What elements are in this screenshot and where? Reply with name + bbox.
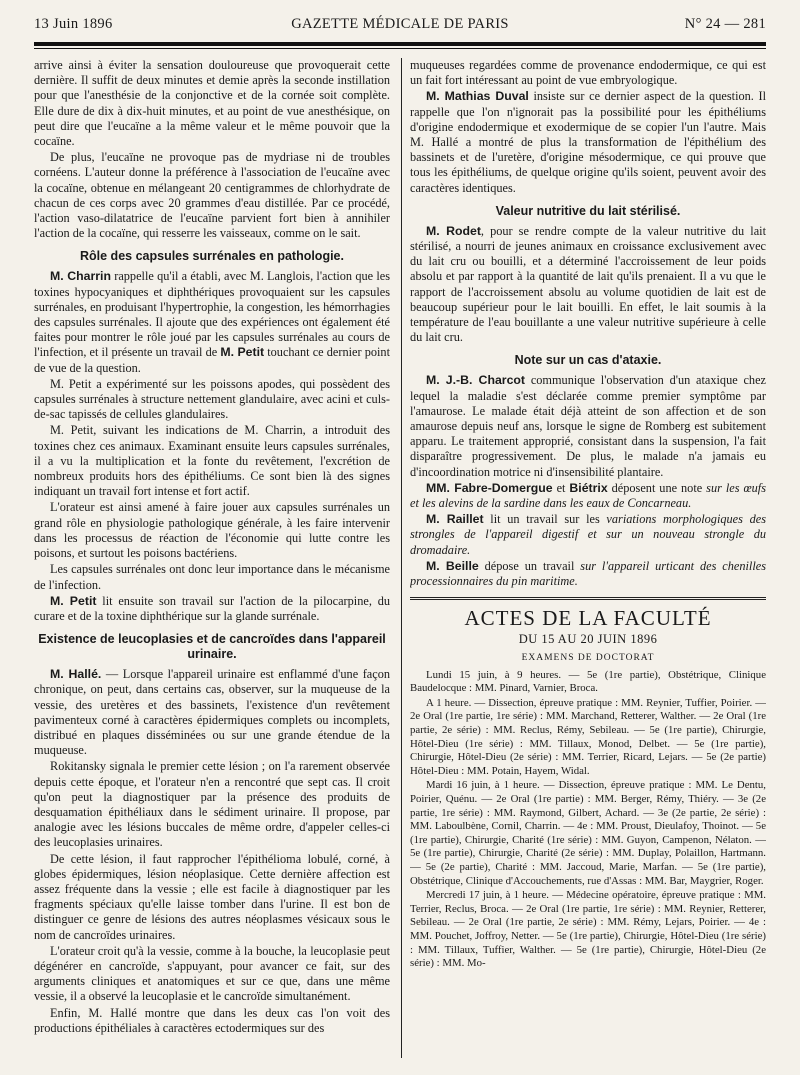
- section-divider: [410, 597, 766, 600]
- paragraph: [410, 89, 766, 195]
- speaker-name: M. Mathias Duval: [426, 89, 529, 104]
- paragraph: [34, 269, 390, 375]
- paragraph: De plus, l'eucaïne ne provoque pas de mydriase ni de troubles cornéens. L'auteur donne la préférence à l'association de l'eucaïne avec la cocaïne, obtenue en mélangeant 20 centigrammes de chlorhydrate de chacun de ces corps avec 20 grammes d'eau distillée. Par ce procédé, l'action vaso-dilatatrice de l'eucaïne parvient fort bien à annihiler l'action de la cocaïne, qui resserre les vaisseaux, comme on le sait.: [34, 150, 390, 241]
- paragraph: [34, 594, 390, 624]
- paragraph: Les capsules surrénales ont donc leur importance dans le mécanisme de l'infection.: [34, 562, 390, 592]
- exam-entry: A 1 heure. — Dissection, épreuve pratique : MM. Reynier, Tuffier, Poirier. — 2e Oral (1re partie, 1re série) : MM. Marchand, Retterer, Walther. — 2e Oral (1re partie, 2e série) : MM. Reclus, Rémy, Sebileau. — 5e (1re partie), Chirurgie, Hôtel-Dieu (1re série) : MM. Tillaux, Monod, Delbet. — 5e (1re partie), Chirurgie, Hôtel-Dieu (2e série) : MM. Terrier, Ricard, Lejars. — 5e (2e partie) Hôtel-Dieu : MM. Potain, Hayem, Widal.: [410, 696, 766, 777]
- paragraph-text: déposent une note: [607, 480, 707, 495]
- paragraph-text: touchant ce dernier point de vue de la question.: [34, 345, 390, 375]
- section-title: Note sur un cas d'ataxie.: [514, 353, 662, 368]
- speaker-name: MM. Fabre-Domergue: [426, 480, 553, 495]
- speaker-name: Biétrix: [569, 480, 608, 495]
- paragraph: De cette lésion, il faut rapprocher l'épithélioma lobulé, corné, à globes épidermiques, lésion néoplasique. Cette dernière affection est assez fréquente dans la vessie ; elle est facile à diagnostiquer par les fragments spéciaux qu'elle laisse tomber dans l'urine. Il est bon de distinguer ce genre de lésions des autres néoplasmes vésicaux sous le nom de cancroïdes urinaires.: [34, 851, 390, 942]
- paragraph: L'orateur croit qu'à la vessie, comme à la bouche, la leucoplasie peut dégénérer en cancroïde, s'appuyant, pour avancer ce fait, sur des arguments cliniques et anatomiques et sur ce que, dans une même vessie, il a observé la leucoplasie et le cancroïde simultanément.: [34, 943, 390, 1004]
- paragraph: [34, 667, 390, 758]
- left-column: [34, 58, 390, 1058]
- speaker-name: M. Rodet: [426, 223, 481, 238]
- paper-title: variations morphologiques des strongles de l'appareil digestif et sur un nouveau strongle du dromadaire.: [410, 512, 766, 557]
- header-rule-thin: [34, 48, 766, 49]
- speaker-name: M. Petit: [50, 593, 97, 608]
- paragraph: muqueuses regardées comme de provenance endodermique, ce qui est un fait fort intéressant au point de vue embryologique.: [410, 58, 766, 88]
- speaker-name: M. J.-B. Charcot: [426, 373, 526, 388]
- section-title: Valeur nutritive du lait stérilisé.: [495, 203, 681, 218]
- header-title: GAZETTE MÉDICALE DE PARIS: [291, 16, 509, 32]
- paragraph: [410, 512, 766, 558]
- speaker-name: M. Charrin: [50, 269, 111, 284]
- speaker-name: M. Beille: [426, 558, 479, 573]
- speaker-name: M. Raillet: [426, 512, 484, 527]
- exam-entry: Mercredi 17 juin, à 1 heure. — Médecine opératoire, épreuve pratique : MM. Terrier, Reclus, Broca. — 2e Oral (1re partie, 1re série) : MM. Reynier, Retterer, Sebileau. — 2e Oral (1re partie, 2e série) : MM. Rémy, Lejars, Poirier. — 4e : MM. Pouchet, Joffroy, Netter. — 5e (1re partie), Chirurgie, Hôtel-Dieu (1re série) : MM. Tillaux, Tuffier, Walther. — 5e (1re partie), Chirurgie, Hôtel-Dieu (2e série) : MM. Mo-: [410, 889, 766, 970]
- actes-dates: DU 15 AU 20 JUIN 1896: [518, 632, 658, 647]
- paragraph: [410, 224, 766, 346]
- speaker-name: M. Hallé.: [50, 667, 102, 682]
- section-title: Existence de leucoplasies et de cancroïdes dans l'appareil urinaire.: [38, 632, 386, 662]
- section-title: Rôle des capsules surrénales en pathologie.: [80, 249, 344, 264]
- exam-entry: Mardi 16 juin, à 1 heure. — Dissection, épreuve pratique : MM. Le Dentu, Poirier, Quénu. — 2e Oral (1re partie) : MM. Berger, Rémy, Thiéry. — 3e (2e partie, 1re série) : MM. Raymond, Gilbert, Achard. — 3e (2e partie, 2e série) : MM. Laboulbène, Cornil, Charrin. — 4e : MM. Proust, Dieulafoy, Thoinot. — 5e (1re partie), Chirurgie, Charité (1re série) : MM. Guyon, Campenon, Nélaton. — 5e (1re partie), Chirurgie, Charité (2e série) : MM. Duplay, Polaillon, Hartmann. — 5e (2e partie), Charité : MM. Jaccoud, Marie, Marfan. — 5e (1re partie), Obstétrique, Clinique d'Accouchements, rue d'Assas : MM. Bar, Maygrier, Roger.: [410, 779, 766, 887]
- paragraph-text: — Lorsque l'appareil urinaire est enflammé d'une façon chronique, on peut, dans certains cas, observer, sur la muqueuse de la vessie, des uretères et des bassinets, l'existence d'un revêtement pavimenteux corné à caractères épidermiques complets ou incomplets, distribué en plaques disséminées ou sur une grande étendue de la muqueuse.: [34, 667, 390, 758]
- speaker-name: M. Petit: [220, 345, 265, 360]
- paragraph: [410, 481, 766, 511]
- paragraph: M. Petit, suivant les indications de M. Charrin, a introduit des toxines chez ces animaux. Examinant ensuite leurs capsules surrénales, il a vu la multiplication et la fonte du revêtement, l'excrétion de nombreux produits hors des épithéliums. Ce sont bien là des signes indiquant un travail fort intense et fort actif.: [34, 423, 390, 499]
- paragraph-text: dépose un travail: [478, 558, 581, 573]
- paragraph: [410, 559, 766, 589]
- paragraph: M. Petit a expérimenté sur les poissons apodes, qui possèdent des capsules surrénales à structure nettement glandulaire, avec acini et culs-de-sac tapissés de cellules glandulaires.: [34, 376, 390, 422]
- paragraph: arrive ainsi à éviter la sensation douloureuse que provoquerait cette dernière. Il suffit de deux minutes et demie après la seconde instillation pour que l'anesthésie de la conjonctive et de la cornée soit complète. Elle dure de dix à dix-huit minutes, et au point de vue anesthésique, on peut dire que l'eucaïne a la même valeur et le même pouvoir que la cocaïne.: [34, 58, 390, 149]
- paragraph-text: rappelle qu'il a établi, avec M. Langlois, l'action que les toxines hypocyaniques et diphthériques provoquaient sur les capsules surrénales, en produisant l'hypertrophie, la congestion, les hémorrhagies des capsules surrénales. Il ajoute que des expériences ont également été faites pour montrer le rôle joué par les capsules surrénales au cours de l'infection, et il présente un travail de: [34, 269, 390, 360]
- paragraph: [410, 373, 766, 479]
- paper-title: sur les œufs et les alevins de la sardine dans les eaux de Concarneau.: [410, 480, 766, 511]
- paper-title: sur l'appareil urticant des chenilles processionnaires du pin maritime.: [410, 558, 766, 589]
- paragraph-text: communique l'observation d'un ataxique chez lequel la maladie s'est déclarée comme premier symptôme par l'amaurose. Le malade était déjà atteint de son affection et de son amaurose depuis neuf ans, lorsque le signe de Romberg est subitement apparu. Le traitement approprié, consistant dans la suspension, l'a fait disparaître progressivement. De plus, le malade n'a jamais eu d'incoordination motrice ni d'insensibilité plantaire.: [410, 373, 766, 479]
- header-issue: N° 24 — 281: [684, 16, 766, 32]
- page-header: [34, 14, 766, 38]
- paragraph-text: , pour se rendre compte de la valeur nutritive du lait stérilisé, a nourri de jeunes animaux en croissance exclusivement avec du lait cru ou bouilli, et a déterminé l'accroissement de leur poids absolu et par rapport à la quantité de lait qu'ils prenaient. Il a vu que le rapport de l'accroissement absolu au volume quotidien de lait est de beaucoup supérieur pour le lait bouilli. En effet, le lait soumis à la température de l'eau bouillante a une valeur nutritive supérieure à celle du lait cru.: [410, 223, 766, 345]
- paragraph-text: lit un travail sur les: [483, 512, 607, 527]
- header-date: 13 Juin 1896: [34, 16, 113, 32]
- paragraph-text: et: [552, 480, 570, 495]
- paragraph: Rokitansky signala le premier cette lésion ; on l'a rarement observée depuis cette époque, et l'orateur n'en a rencontré que sept cas. Il croit qu'on peut la diagnostiquer par la présence des produits de desquamation épithéliaux dans le sédiment urinaire. Il propose, par analogie avec les lésions buccales de même ordre, d'appeler celles-ci des leucoplasies urinaires.: [34, 759, 390, 850]
- paragraph: Enfin, M. Hallé montre que dans les deux cas l'on voit des productions épithéliales à caractères ectodermiques sur des: [34, 1005, 390, 1035]
- right-column: [410, 58, 766, 1058]
- column-separator: [401, 58, 402, 1058]
- actes-subheading: EXAMENS DE DOCTORAT: [521, 652, 655, 663]
- paragraph-text: lit ensuite son travail sur l'action de la pilocarpine, du curare et de la toxine diphthérique sur la glande surrénale.: [34, 593, 390, 623]
- paragraph: L'orateur est ainsi amené à faire jouer aux capsules surrénales un grand rôle en physiologie pathologique générale, à les faire intervenir dans les processus de réaction de l'économie qui lutte contre les poisons, et surtout les poisons bactériens.: [34, 500, 390, 561]
- paragraph-text: insiste sur ce dernier aspect de la question. Il rappelle que l'on n'ignorait pas la possibilité pour les épithéliums d'origine endodermique et exodermique de se copier l'un l'autre. Mais M. Hallé a montré de plus la transformation de l'épithélium des bassinets et de l'uretère, d'origine mésodermique, ce qui prouve que tous les épithéliums, de quelque origine qu'ils soient, peuvent avoir des caractères identiques.: [410, 89, 766, 195]
- exam-entry: Lundi 15 juin, à 9 heures. — 5e (1re partie), Obstétrique, Clinique Baudelocque : MM. Pinard, Varnier, Broca.: [410, 668, 766, 695]
- header-rule-thick: [34, 42, 766, 46]
- actes-title: ACTES DE LA FACULTÉ: [464, 606, 712, 631]
